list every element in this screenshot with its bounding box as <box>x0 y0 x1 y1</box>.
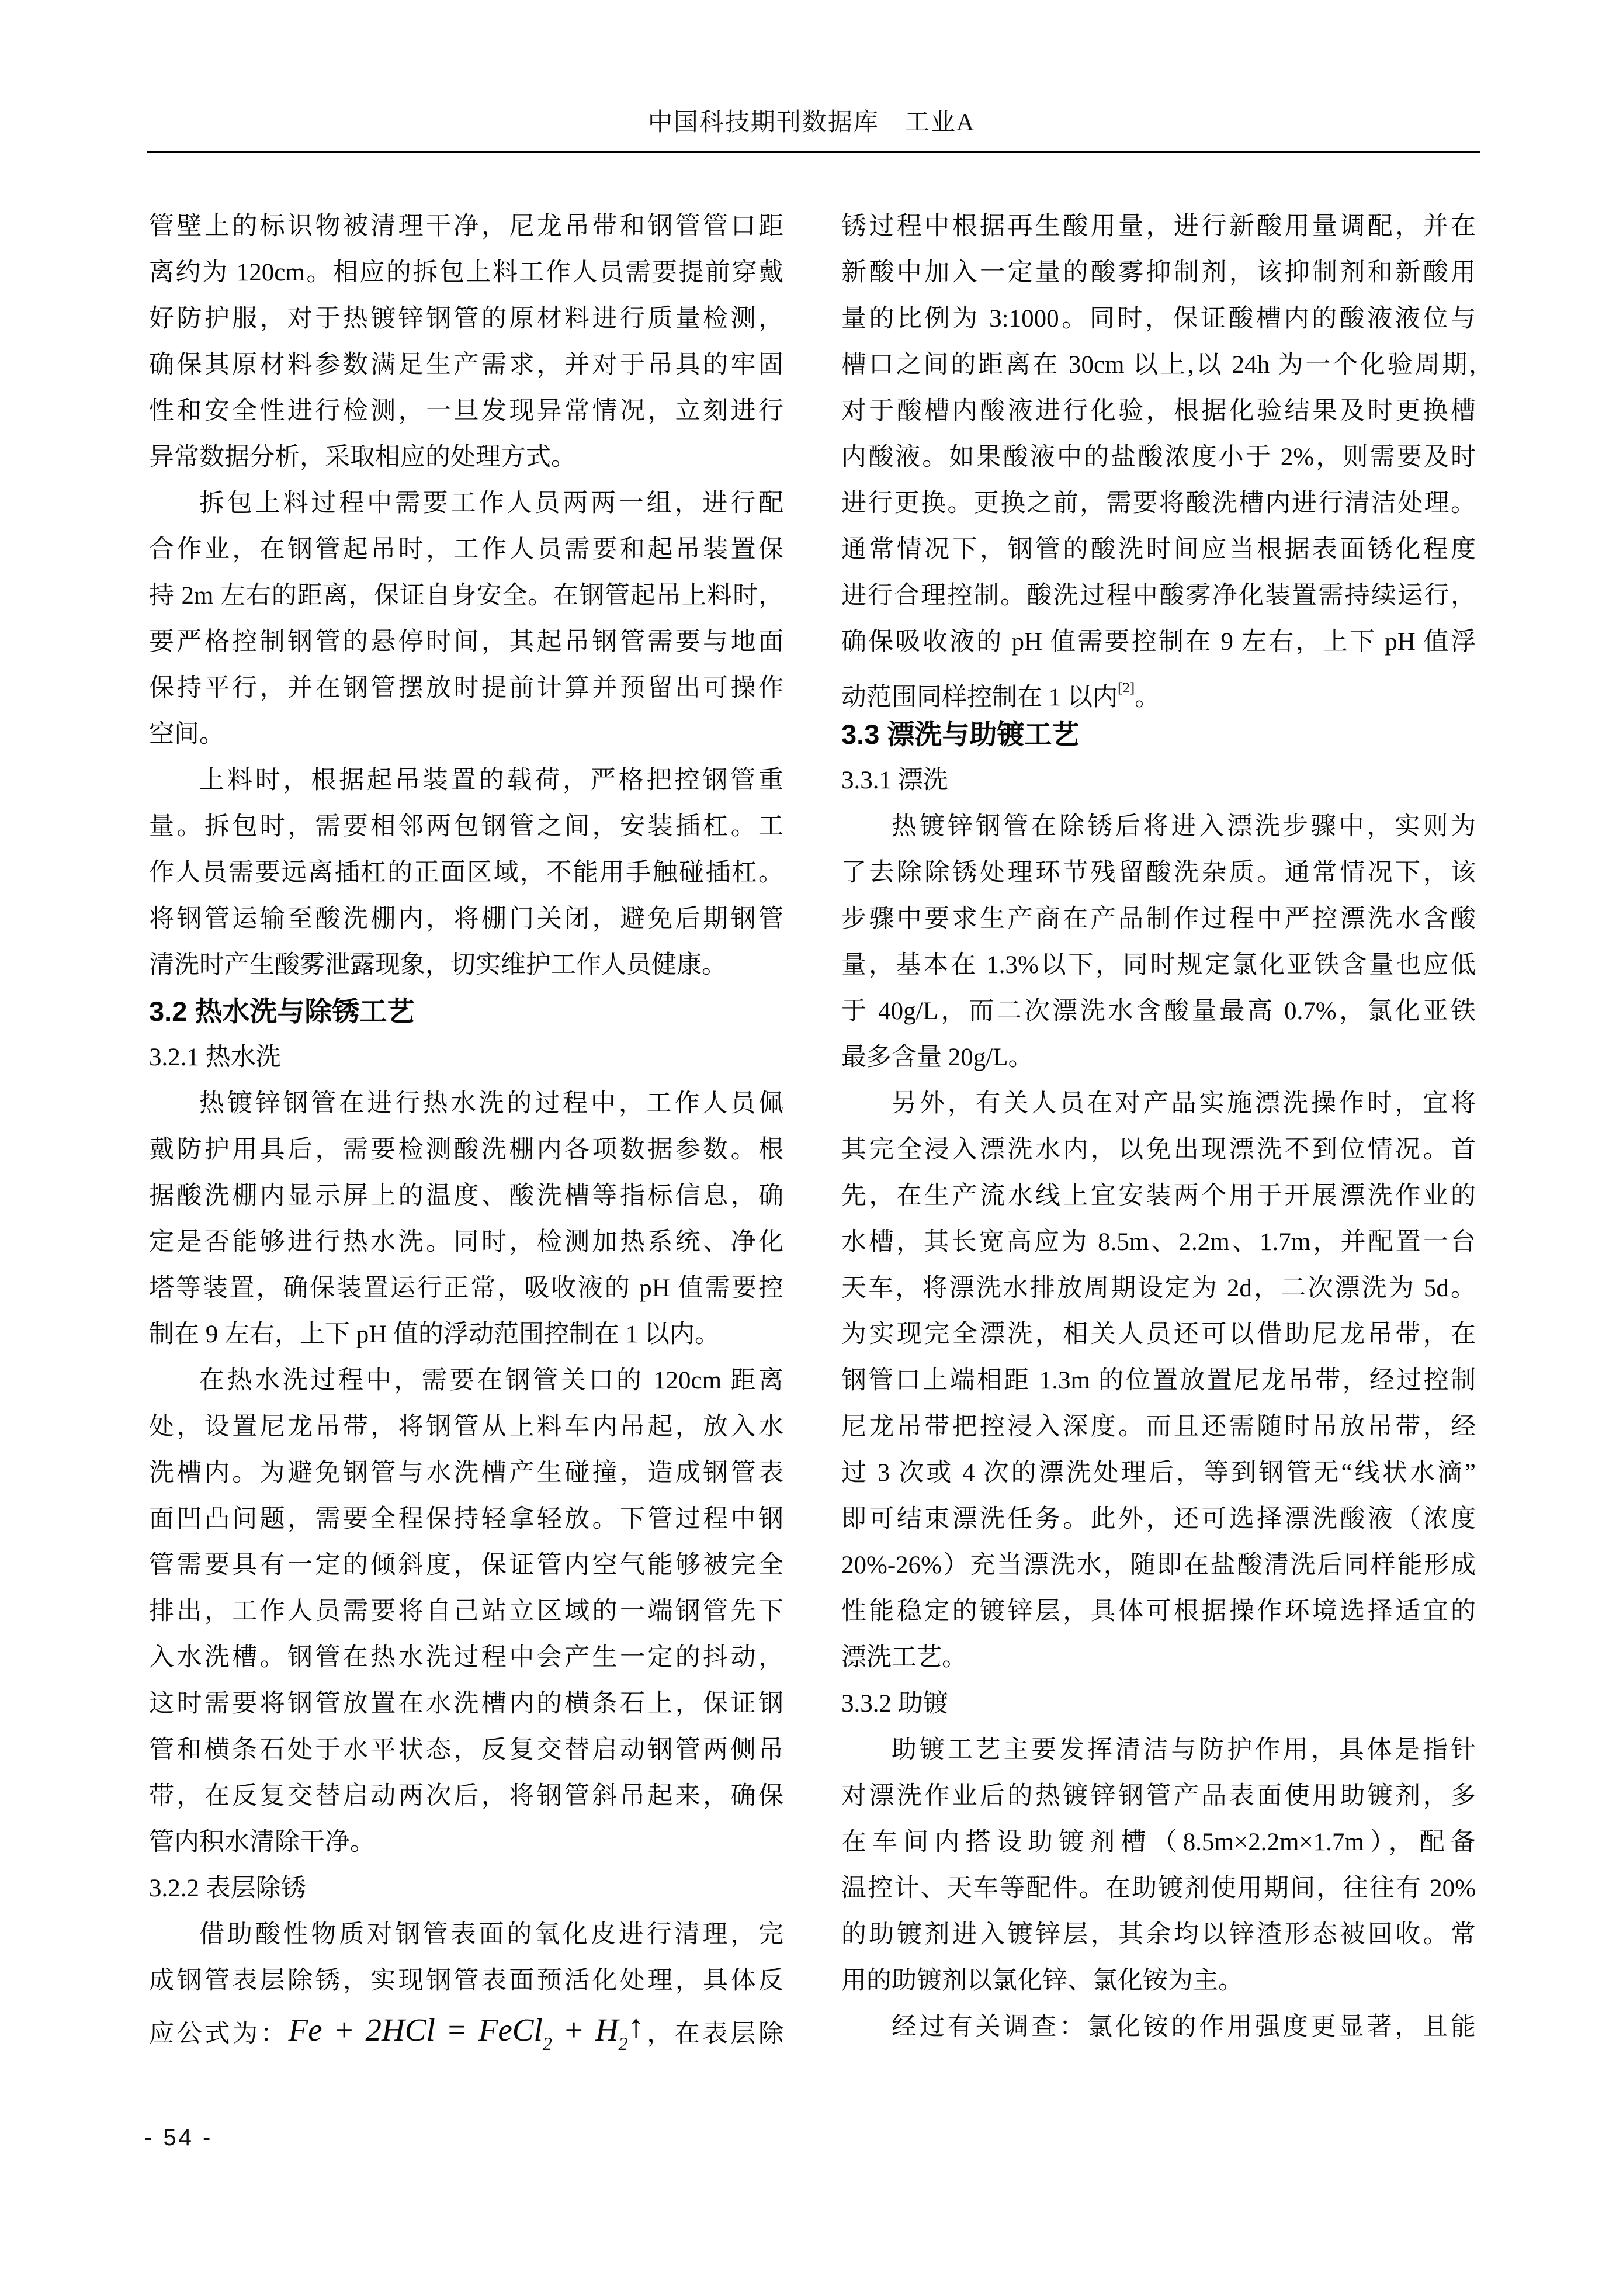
text-line: 作人员需要远离插杠的正面区域，不能用手触碰插杠。 <box>149 859 783 886</box>
text-line: 性能稳定的镀锌层，具体可根据操作环境选择适宜的 <box>841 1598 1476 1625</box>
text-run: ，在表层除 <box>644 2020 783 2048</box>
text-line: 排出，工作人员需要将自己站立区域的一端钢管先下 <box>149 1598 783 1625</box>
text-line: 洗槽内。为避免钢管与水洗槽产生碰撞，造成钢管表 <box>149 1459 783 1487</box>
text-run: 应公式为： <box>149 2020 289 2048</box>
section-heading: 3.2 热水洗与除锈工艺 <box>149 996 415 1027</box>
text-line: 对漂洗作业后的热镀锌钢管产品表面使用助镀剂，多 <box>841 1782 1476 1810</box>
text-line: 确保其原材料参数满足生产需求，并对于吊具的牢固 <box>149 351 783 379</box>
chemical-formula: + H <box>552 2012 619 2048</box>
text-line: 过 3 次或 4 次的漂洗处理后，等到钢管无“线状水滴” <box>841 1459 1476 1487</box>
text-line: 漂洗工艺。 <box>841 1644 967 1671</box>
text-line: 量，基本在 1.3%以下，同时规定氯化亚铁含量也应低 <box>841 951 1476 979</box>
text-line: 尼龙吊带把控浸入深度。而且还需随时吊放吊带，经 <box>841 1413 1476 1440</box>
text-line: 管和横条石处于水平状态，反复交替启动钢管两侧吊 <box>149 1736 783 1764</box>
text-line: 通常情况下，钢管的酸洗时间应当根据表面锈化程度 <box>841 536 1476 563</box>
text-line: 确保吸收液的 pH 值需要控制在 9 左右，上下 pH 值浮 <box>841 628 1476 656</box>
text-line: 离约为 120cm。相应的拆包上料工作人员需要提前穿戴 <box>149 259 783 286</box>
text-run: 。 <box>1135 684 1160 711</box>
text-line: 水槽，其长宽高应为 8.5m、2.2m、1.7m，并配置一台 <box>841 1228 1476 1256</box>
text-line: 将钢管运输至酸洗棚内，将棚门关闭，避免后期钢管 <box>149 905 783 933</box>
text-line: 性和安全性进行检测，一旦发现异常情况，立刻进行 <box>149 397 783 425</box>
page-number: - 54 - <box>144 2125 213 2150</box>
text-line: 空间。 <box>149 721 224 748</box>
header-rule <box>147 151 1480 153</box>
text-line: 在车间内搭设助镀剂槽（8.5m×2.2m×1.7m），配备 <box>841 1829 1476 1856</box>
text-line: 另外，有关人员在对产品实施漂洗操作时，宜将 <box>892 1090 1476 1117</box>
text-line: 量。拆包时，需要相邻两包钢管之间，安装插杠。工 <box>149 813 783 840</box>
text-line: 热镀锌钢管在进行热水洗的过程中，工作人员佩 <box>199 1090 783 1117</box>
text-line: 用的助镀剂以氯化锌、氯化铵为主。 <box>841 1967 1243 1994</box>
text-line: 要严格控制钢管的悬停时间，其起吊钢管需要与地面 <box>149 628 783 656</box>
text-line: 异常数据分析，采取相应的处理方式。 <box>149 444 576 471</box>
text-line: 塔等装置，确保装置运行正常，吸收液的 pH 值需要控 <box>149 1275 783 1302</box>
text-line: 清洗时产生酸雾泄露现象，切实维护工作人员健康。 <box>149 951 727 979</box>
subsection-heading: 3.3.1 漂洗 <box>841 767 948 794</box>
text-line: 处，设置尼龙吊带，将钢管从上料车内吊起，放入水 <box>149 1413 783 1440</box>
text-line: 的助镀剂进入镀锌层，其余均以锌渣形态被回收。常 <box>841 1921 1476 1948</box>
text-column-right <box>841 203 1476 2050</box>
text-line: 即可结束漂洗任务。此外，还可选择漂洗酸液（浓度 <box>841 1505 1476 1533</box>
text-line: 据酸洗棚内显示屏上的温度、酸洗槽等指标信息，确 <box>149 1182 783 1210</box>
chemical-formula: 2 <box>542 2033 552 2054</box>
text-line: 拆包上料过程中需要工作人员两两一组，进行配 <box>199 490 783 517</box>
text-line: 持 2m 左右的距离，保证自身安全。在钢管起吊上料时， <box>149 582 783 610</box>
text-line: 天车，将漂洗水排放周期设定为 2d，二次漂洗为 5d。 <box>841 1275 1476 1302</box>
text-line: 了去除除锈处理环节残留酸洗杂质。通常情况下，该 <box>841 859 1476 886</box>
text-line: 温控计、天车等配件。在助镀剂使用期间，往往有 20% <box>841 1875 1476 1902</box>
text-line: 最多含量 20g/L。 <box>841 1044 1034 1071</box>
text-column-left <box>149 203 783 2054</box>
text-line: 先，在生产流水线上宜安装两个用于开展漂洗作业的 <box>841 1182 1476 1210</box>
text-line: 借助酸性物质对钢管表面的氧化皮进行清理，完 <box>199 1921 783 1948</box>
subsection-heading: 3.2.1 热水洗 <box>149 1044 281 1071</box>
chemical-formula: Fe + 2HCl = FeCl <box>288 2012 543 2048</box>
text-line: 20%-26%）充当漂洗水，随即在盐酸清洗后同样能形成 <box>841 1552 1476 1579</box>
text-line: 管壁上的标识物被清理干净，尼龙吊带和钢管管口距 <box>149 213 783 240</box>
section-heading: 3.3 漂洗与助镀工艺 <box>841 719 1080 750</box>
text-line: 锈过程中根据再生酸用量，进行新酸用量调配，并在 <box>841 213 1476 240</box>
text-line: 槽口之间的距离在 30cm 以上,以 24h 为一个化验周期, <box>841 351 1476 379</box>
text-line: 热镀锌钢管在除锈后将进入漂洗步骤中，实则为 <box>892 813 1476 840</box>
text-line: 保持平行，并在钢管摆放时提前计算并预留出可操作 <box>149 674 783 702</box>
text-line: 管内积水清除干净。 <box>149 1829 375 1856</box>
text-run: 动范围同样控制在 1 以内 <box>841 684 1118 711</box>
reference-superscript: [2] <box>1118 680 1135 696</box>
text-line: 对于酸槽内酸液进行化验，根据化验结果及时更换槽 <box>841 397 1476 425</box>
text-line: 戴防护用具后，需要检测酸洗棚内各项数据参数。根 <box>149 1136 783 1163</box>
text-line: 制在 9 左右，上下 pH 值的浮动范围控制在 1 以内。 <box>149 1321 720 1348</box>
subsection-heading: 3.3.2 助镀 <box>841 1690 948 1717</box>
text-line: 经过有关调查：氯化铵的作用强度更显著，且能 <box>892 2013 1476 2041</box>
text-line: 上料时，根据起吊装置的载荷，严格把控钢管重 <box>199 767 783 794</box>
text-line: 面凹凸问题，需要全程保持轻拿轻放。下管过程中钢 <box>149 1505 783 1533</box>
text-line: 量的比例为 3:1000。同时，保证酸槽内的酸液液位与 <box>841 305 1476 333</box>
text-line: 合作业，在钢管起吊时，工作人员需要和起吊装置保 <box>149 536 783 563</box>
text-line: 其完全浸入漂洗水内，以免出现漂洗不到位情况。首 <box>841 1136 1476 1163</box>
text-line: 进行合理控制。酸洗过程中酸雾净化装置需持续运行， <box>841 582 1476 610</box>
text-line: 进行更换。更换之前，需要将酸洗槽内进行清洁处理。 <box>841 490 1476 517</box>
text-line: 带，在反复交替启动两次后，将钢管斜吊起来，确保 <box>149 1782 783 1810</box>
text-line: 为实现完全漂洗，相关人员还可以借助尼龙吊带，在 <box>841 1321 1476 1348</box>
subsection-heading: 3.2.2 表层除锈 <box>149 1875 306 1902</box>
text-line: 好防护服，对于热镀锌钢管的原材料进行质量检测， <box>149 305 783 333</box>
chemical-formula: ↑ <box>627 2008 644 2045</box>
journal-header-title: 中国科技期刊数据库 工业A <box>647 109 976 136</box>
text-line: 内酸液。如果酸液中的盐酸浓度小于 2%，则需要及时 <box>841 444 1476 471</box>
text-line <box>149 2004 783 2054</box>
chemical-formula: 2 <box>618 2033 628 2054</box>
text-line: 钢管口上端相距 1.3m 的位置放置尼龙吊带，经过控制 <box>841 1367 1476 1394</box>
text-line: 步骤中要求生产商在产品制作过程中严控漂洗水含酸 <box>841 905 1476 933</box>
text-line: 助镀工艺主要发挥清洁与防护作用，具体是指针 <box>892 1736 1476 1764</box>
text-line: 于 40g/L，而二次漂洗水含酸量最高 0.7%，氯化亚铁 <box>841 998 1476 1025</box>
text-line <box>841 665 1476 711</box>
text-line: 成钢管表层除锈，实现钢管表面预活化处理，具体反 <box>149 1967 783 1994</box>
text-line: 定是否能够进行热水洗。同时，检测加热系统、净化 <box>149 1228 783 1256</box>
text-line: 入水洗槽。钢管在热水洗过程中会产生一定的抖动， <box>149 1644 783 1671</box>
text-line: 在热水洗过程中，需要在钢管关口的 120cm 距离 <box>199 1367 783 1394</box>
text-line: 新酸中加入一定量的酸雾抑制剂，该抑制剂和新酸用 <box>841 259 1476 286</box>
text-line: 这时需要将钢管放置在水洗槽内的横条石上，保证钢 <box>149 1690 783 1717</box>
text-line: 管需要具有一定的倾斜度，保证管内空气能够被完全 <box>149 1552 783 1579</box>
